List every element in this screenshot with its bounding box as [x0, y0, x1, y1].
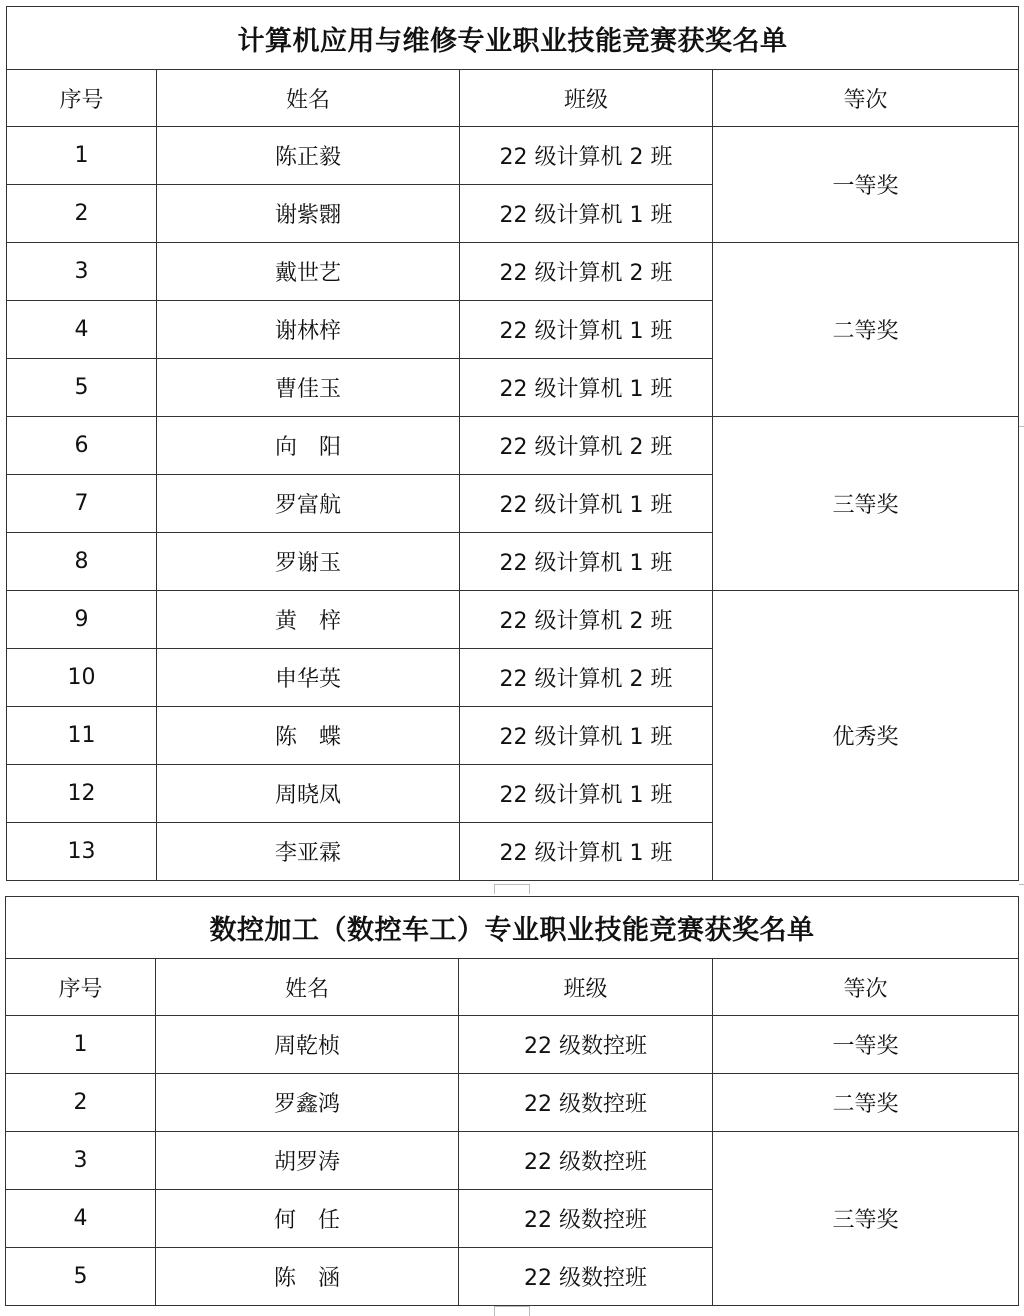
header-rank: 等次	[713, 959, 1019, 1016]
row-class: 22 级计算机 2 班	[460, 649, 713, 707]
row-class: 22 级数控班	[459, 1016, 713, 1074]
row-number: 5	[6, 1248, 156, 1306]
row-name: 周晓凤	[157, 765, 460, 823]
row-class: 22 级计算机 1 班	[460, 765, 713, 823]
row-class: 22 级计算机 2 班	[460, 127, 713, 185]
cnc-awards-table	[5, 896, 1019, 1306]
row-class: 22 级计算机 1 班	[460, 707, 713, 765]
row-class: 22 级计算机 1 班	[460, 475, 713, 533]
header-number: 序号	[7, 70, 157, 127]
row-class: 22 级计算机 1 班	[460, 185, 713, 243]
row-class: 22 级计算机 1 班	[460, 301, 713, 359]
header-class: 班级	[460, 70, 713, 127]
row-name: 黄 梓	[157, 591, 460, 649]
row-class: 22 级数控班	[459, 1190, 713, 1248]
row-name: 曹佳玉	[157, 359, 460, 417]
page-gap-marker	[494, 884, 530, 894]
row-name: 罗鑫鸿	[156, 1074, 459, 1132]
award-cell: 二等奖	[713, 243, 1019, 417]
row-class: 22 级数控班	[459, 1074, 713, 1132]
row-number: 2	[7, 185, 157, 243]
header-name: 姓名	[157, 70, 460, 127]
row-number: 10	[7, 649, 157, 707]
row-class: 22 级计算机 1 班	[460, 823, 713, 881]
table-row	[6, 1074, 1019, 1132]
award-cell: 一等奖	[713, 1016, 1019, 1074]
table-row	[6, 1132, 1019, 1190]
page-edge-marker	[1019, 426, 1024, 427]
table-row	[7, 417, 1019, 475]
row-name: 向 阳	[157, 417, 460, 475]
row-class: 22 级计算机 2 班	[460, 243, 713, 301]
row-number: 9	[7, 591, 157, 649]
header-class: 班级	[459, 959, 713, 1016]
table-title: 计算机应用与维修专业职业技能竞赛获奖名单	[7, 7, 1019, 70]
header-number: 序号	[6, 959, 156, 1016]
row-number: 3	[6, 1132, 156, 1190]
table-row	[7, 243, 1019, 301]
row-number: 1	[6, 1016, 156, 1074]
row-name: 何 任	[156, 1190, 459, 1248]
row-class: 22 级数控班	[459, 1248, 713, 1306]
row-name: 罗谢玉	[157, 533, 460, 591]
row-number: 5	[7, 359, 157, 417]
row-number: 7	[7, 475, 157, 533]
row-name: 周乾桢	[156, 1016, 459, 1074]
award-cell: 一等奖	[713, 127, 1019, 243]
row-number: 3	[7, 243, 157, 301]
row-name: 李亚霖	[157, 823, 460, 881]
computer-awards-table	[6, 6, 1019, 881]
row-name: 戴世艺	[157, 243, 460, 301]
row-number: 8	[7, 533, 157, 591]
row-name: 陈 蝶	[157, 707, 460, 765]
row-name: 罗富航	[157, 475, 460, 533]
row-name: 胡罗涛	[156, 1132, 459, 1190]
row-name: 谢紫翾	[157, 185, 460, 243]
row-number: 13	[7, 823, 157, 881]
row-number: 4	[6, 1190, 156, 1248]
row-name: 谢林梓	[157, 301, 460, 359]
row-name: 陈 涵	[156, 1248, 459, 1306]
row-name: 陈正毅	[157, 127, 460, 185]
award-cell: 三等奖	[713, 1132, 1019, 1306]
row-class: 22 级计算机 2 班	[460, 417, 713, 475]
header-rank: 等次	[713, 70, 1019, 127]
row-number: 6	[7, 417, 157, 475]
row-class: 22 级数控班	[459, 1132, 713, 1190]
row-class: 22 级计算机 2 班	[460, 591, 713, 649]
header-name: 姓名	[156, 959, 459, 1016]
table-row	[7, 591, 1019, 649]
row-name: 申华英	[157, 649, 460, 707]
row-number: 11	[7, 707, 157, 765]
row-number: 12	[7, 765, 157, 823]
table-row	[7, 127, 1019, 185]
award-cell: 二等奖	[713, 1074, 1019, 1132]
row-class: 22 级计算机 1 班	[460, 533, 713, 591]
table-title: 数控加工（数控车工）专业职业技能竞赛获奖名单	[6, 897, 1019, 959]
row-class: 22 级计算机 1 班	[460, 359, 713, 417]
award-cell: 优秀奖	[713, 591, 1019, 881]
row-number: 2	[6, 1074, 156, 1132]
page-edge-marker	[1019, 884, 1024, 885]
award-cell: 三等奖	[713, 417, 1019, 591]
table-row	[6, 1016, 1019, 1074]
page-gap-marker	[494, 1306, 530, 1316]
row-number: 4	[7, 301, 157, 359]
row-number: 1	[7, 127, 157, 185]
